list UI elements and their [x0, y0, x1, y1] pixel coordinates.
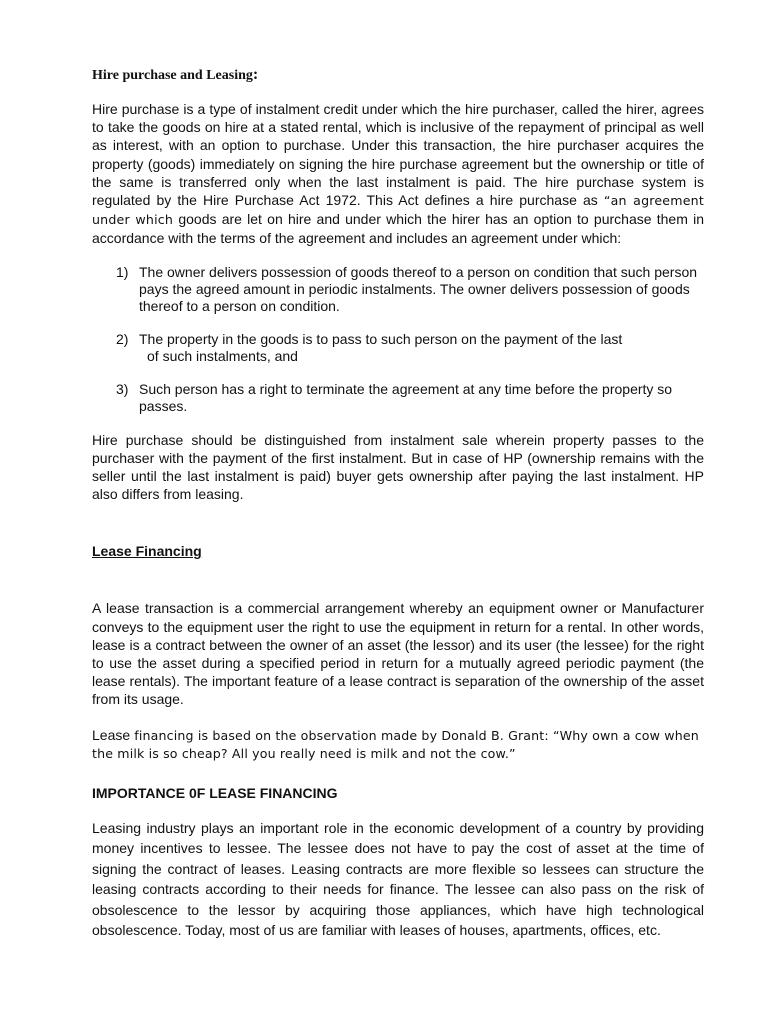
list-item-text: Such person has a right to terminate the agreement at any time before the property so passes.: [139, 380, 673, 414]
hire-purchase-heading-text: Hire purchase and Leasing: [92, 68, 253, 83]
list-item-number: 2): [116, 330, 129, 347]
hire-purchase-closing: Hire purchase should be distinguished from instalment sale wherein property passes to the purchaser with the payment of the first instalment. But in case of HP (ownership remains with the seller until the last instalment is paid) buyer gets ownership after paying the last instalment. HP also differs from leasing.: [92, 431, 704, 503]
importance-heading: IMPORTANCE 0F LEASE FINANCING: [92, 784, 338, 801]
hire-purchase-conditions-list: [92, 264, 704, 415]
importance-paragraph: Leasing industry plays an important role in the economic development of a country by providing money incentives to lessee. The lessee does not have to pay the cost of asset at the time of signing the contract of leases. Leasing contracts are more flexible so lessees can structure the leasing contracts according to their needs for finance. The lessee can also pass on the risk of obsolescence to the lessor by acquiring those appliances, which have high technological obsolescence. Today, most of us are familiar with leases of houses, apartments, offices, etc.: [92, 819, 704, 939]
hire-purchase-intro-part1: Hire purchase is a type of instalment credit under which the hire purchaser, called the hirer, agrees to take the goods on hire at a stated rental, which is inclusive of the repayment of principal as well as interest, with an option to purchase. Under this transaction, the hire purchaser acquires the property (goods) immediately on signing the hire purchase agreement but the ownership or title of the same is transferred only when the last instalment is paid. The hire purchase system is regulated by the Hire Purchase Act 1972. This Act defines a hire purchase as: [92, 101, 704, 209]
hire-purchase-intro-quote: “an agreement under which: [92, 193, 704, 228]
list-item-text-line1: The property in the goods is to pass to such person on the payment of the last: [139, 330, 623, 347]
hire-purchase-intro-part2: goods are let on hire and under which the hirer has an option to purchase them in accordance with the terms of the agreement and includes an agreement under which:: [92, 211, 704, 247]
list-item-number: 1): [116, 263, 129, 280]
lease-quote-lead: Lease: [92, 726, 131, 743]
list-item: [92, 331, 704, 365]
lease-quote-paragraph: [92, 726, 704, 764]
document-page: [92, 66, 704, 941]
list-item-text-line2: of such instalments, and: [147, 347, 298, 364]
lease-financing-heading: Lease Financing: [92, 543, 202, 560]
hire-purchase-heading-colon: :: [252, 66, 259, 83]
list-item: [92, 264, 704, 315]
list-item: [92, 381, 704, 415]
lease-quote-rest: financing is based on the observation made by Donald B. Grant: “Why own a cow when the milk is so cheap? All you really need is milk and not the cow.”: [92, 727, 699, 762]
list-item-number: 3): [116, 380, 129, 397]
hire-purchase-heading: [92, 66, 704, 85]
hire-purchase-intro: [92, 100, 704, 248]
list-item-text: The owner delivers possession of goods thereof to a person on condition that such person pays the agreed amount in periodic instalments. The owner delivers possession of goods thereof to a person on condition.: [139, 263, 698, 314]
lease-definition-paragraph: A lease transaction is a commercial arrangement whereby an equipment owner or Manufacturer conveys to the equipment user the right to use the equipment in return for a rental. In other words, lease is a contract between the owner of an asset (the lessor) and its user (the lessee) for the right to use the asset during a specified period in return for a mutually agreed periodic payment (the lease rentals). The important feature of a lease contract is separation of the ownership of the asset from its usage.: [92, 600, 704, 708]
